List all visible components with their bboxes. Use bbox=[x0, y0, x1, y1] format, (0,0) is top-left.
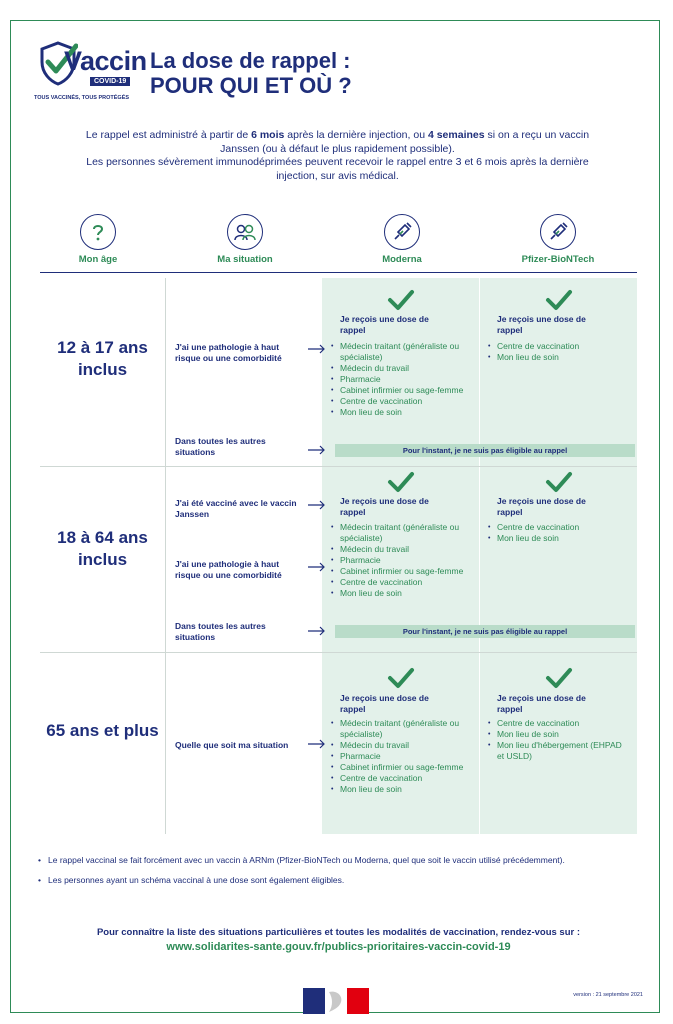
check-icon bbox=[545, 471, 573, 493]
place-item: • Centre de vaccination bbox=[330, 396, 470, 407]
situation-pathology: J'ai une pathologie à haut risque ou une comorbidité bbox=[175, 342, 282, 363]
intro-text-a: Le rappel est administré à partir de bbox=[85, 129, 252, 141]
pfizer-places-list bbox=[487, 718, 627, 762]
place-item: • Médecin traitant (généraliste ou spécialiste) bbox=[330, 341, 470, 363]
moderna-places-list bbox=[330, 522, 470, 599]
arrow-icon bbox=[308, 562, 326, 572]
check-icon bbox=[387, 471, 415, 493]
place-item: • Mon lieu de soin bbox=[487, 729, 627, 740]
check-icon bbox=[387, 667, 415, 689]
intro-four-weeks: 4 semaines bbox=[427, 129, 485, 141]
arrow-icon bbox=[308, 739, 326, 749]
dose-label: Je reçois une dose de rappel bbox=[497, 314, 586, 335]
pfizer-places-list bbox=[487, 522, 627, 544]
intro-text bbox=[80, 129, 595, 183]
arrow-icon bbox=[308, 626, 326, 636]
pfizer-places-list bbox=[487, 341, 627, 363]
place-item: • Cabinet infirmier ou sage-femme bbox=[330, 566, 470, 577]
header-rule bbox=[40, 272, 637, 273]
arrow-icon bbox=[308, 344, 326, 354]
place-item: • Mon lieu de soin bbox=[330, 784, 470, 795]
moderna-places-list bbox=[330, 718, 470, 795]
column-header-pfizer bbox=[518, 214, 598, 265]
page-title bbox=[150, 48, 352, 98]
intro-text-e: si on a reçu un vaccin Janssen (ou à défaut le plus rapidement possible). bbox=[220, 129, 590, 155]
place-item: • Médecin traitant (généraliste ou spécialiste) bbox=[330, 718, 470, 740]
dose-label: Je reçois une dose de rappel bbox=[497, 693, 586, 714]
moderna-places-list bbox=[330, 341, 470, 418]
syringe-icon bbox=[384, 214, 420, 250]
place-item: • Mon lieu de soin bbox=[330, 407, 470, 418]
footer-info: Pour connaître la liste des situations particulières et toutes les modalités de vaccination, rendez-vous sur : bbox=[96, 927, 581, 938]
place-item: • Centre de vaccination bbox=[330, 577, 470, 588]
intro-text-c: après la dernière injection, ou bbox=[284, 129, 428, 141]
place-item: • Médecin du travail bbox=[330, 740, 470, 751]
check-icon bbox=[545, 289, 573, 311]
situation-janssen: J'ai été vacciné avec le vaccin Janssen bbox=[175, 498, 297, 519]
age-12-17: 12 à 17 ans inclus bbox=[57, 338, 148, 379]
place-item: • Cabinet infirmier ou sage-femme bbox=[330, 762, 470, 773]
syringe-icon bbox=[540, 214, 576, 250]
intro-six-months: 6 mois bbox=[251, 129, 285, 141]
place-item: • Centre de vaccination bbox=[487, 522, 627, 533]
question-icon bbox=[80, 214, 116, 250]
column-header-moderna bbox=[362, 214, 442, 265]
footnotes bbox=[36, 855, 626, 894]
place-item: • Mon lieu de soin bbox=[487, 352, 627, 363]
dose-label: Je reçois une dose de rappel bbox=[340, 496, 429, 517]
row-separator bbox=[40, 652, 637, 653]
place-item: • Médecin du travail bbox=[330, 544, 470, 555]
place-item: • Centre de vaccination bbox=[330, 773, 470, 784]
age-65-plus: 65 ans et plus bbox=[46, 721, 159, 740]
footer-url-link[interactable]: www.solidarites-sante.gouv.fr/publics-prioritaires-vaccin-covid-19 bbox=[166, 941, 511, 953]
place-item: • Cabinet infirmier ou sage-femme bbox=[330, 385, 470, 396]
not-eligible-banner: Pour l'instant, je ne suis pas éligible au rappel bbox=[335, 444, 635, 457]
place-item: • Mon lieu de soin bbox=[330, 588, 470, 599]
intro-paragraph-2: Les personnes sévèrement immunodéprimées peuvent recevoir le rappel entre 3 et 6 mois après la dernière injection, sur avis médical. bbox=[86, 156, 589, 182]
arrow-icon bbox=[308, 500, 326, 510]
dose-label: Je reçois une dose de rappel bbox=[340, 693, 429, 714]
footnote-single-dose: • Les personnes ayant un schéma vaccinal à une dose sont également éligibles. bbox=[36, 875, 626, 887]
place-item: • Pharmacie bbox=[330, 751, 470, 762]
place-item: • Médecin du travail bbox=[330, 363, 470, 374]
column-label-pfizer: Pfizer-BioNTech bbox=[521, 254, 595, 265]
row-separator bbox=[40, 466, 637, 467]
place-item: • Mon lieu de soin bbox=[487, 533, 627, 544]
column-label-moderna: Moderna bbox=[382, 254, 422, 265]
logo-word: Vaccin bbox=[64, 46, 147, 76]
age-18-64: 18 à 64 ans inclus bbox=[57, 528, 148, 569]
marianne-logo bbox=[303, 988, 369, 1014]
place-item: • Pharmacie bbox=[330, 374, 470, 385]
situation-other: Dans toutes les autres situations bbox=[175, 621, 266, 642]
situation-pathology: J'ai une pathologie à haut risque ou une comorbidité bbox=[175, 559, 282, 580]
dose-label: Je reçois une dose de rappel bbox=[497, 496, 586, 517]
check-icon bbox=[387, 289, 415, 311]
place-item: • Médecin traitant (généraliste ou spécialiste) bbox=[330, 522, 470, 544]
footnote-arnm: • Le rappel vaccinal se fait forcément avec un vaccin à ARNm (Pfizer-BioNTech ou Moderna, quel que soit le vaccin utilisé précédemment). bbox=[36, 855, 626, 867]
check-icon bbox=[545, 667, 573, 689]
column-header-age bbox=[58, 214, 138, 265]
place-item: • Centre de vaccination bbox=[487, 718, 627, 729]
column-label-age: Mon âge bbox=[78, 254, 118, 265]
place-item: • Mon lieu d'hébergement (EHPAD et USLD) bbox=[487, 740, 627, 762]
not-eligible-banner: Pour l'instant, je ne suis pas éligible au rappel bbox=[335, 625, 635, 638]
situation-any: Quelle que soit ma situation bbox=[175, 740, 289, 750]
arrow-icon bbox=[308, 445, 326, 455]
people-icon bbox=[227, 214, 263, 250]
dose-label: Je reçois une dose de rappel bbox=[340, 314, 429, 335]
column-header-situation bbox=[205, 214, 285, 265]
title-line-1: La dose de rappel : bbox=[150, 48, 351, 73]
logo-tagline: TOUS VACCINÉS, TOUS PROTÉGÉS bbox=[34, 95, 130, 101]
logo-badge: COVID-19 bbox=[90, 77, 130, 86]
situation-other: Dans toutes les autres situations bbox=[175, 436, 266, 457]
intro-paragraph-1 bbox=[80, 129, 595, 156]
version-date: version : 21 septembre 2021 bbox=[573, 992, 643, 998]
place-item: • Pharmacie bbox=[330, 555, 470, 566]
title-line-2: POUR QUI ET OÙ ? bbox=[150, 73, 352, 98]
column-label-situation: Ma situation bbox=[217, 254, 273, 265]
vaccin-covid-logo bbox=[34, 40, 147, 108]
age-column-divider bbox=[165, 278, 166, 834]
place-item: • Centre de vaccination bbox=[487, 341, 627, 352]
vaccine-column-divider bbox=[479, 278, 480, 834]
